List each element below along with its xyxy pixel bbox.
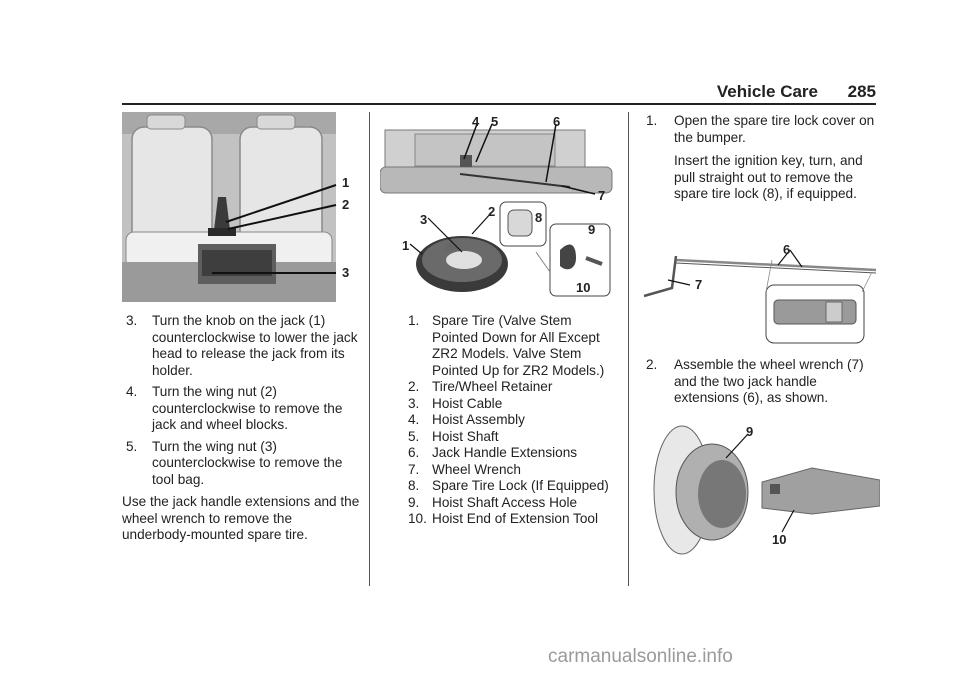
list-item: 7. Wheel Wrench: [408, 461, 521, 477]
callout-5: 5: [491, 114, 499, 129]
steps-list: [122, 313, 362, 488]
column-2-legend: [408, 313, 618, 528]
callout-6: 6: [553, 114, 561, 129]
callout-9: 9: [746, 424, 754, 439]
legend-list: [408, 313, 618, 528]
callout-10: 10: [772, 532, 787, 547]
callout-2: 2: [488, 204, 496, 219]
callout-9: 9: [588, 222, 596, 237]
callout-3: 3: [342, 265, 350, 280]
figure-rear-seat-jack: [122, 112, 358, 304]
header-rule: [122, 103, 876, 105]
callout-4: 4: [472, 114, 480, 129]
callout-3: 3: [420, 212, 428, 227]
watermark: carmanualsonline.info: [548, 646, 733, 667]
page-number: 285: [847, 82, 876, 101]
list-item: 6. Jack Handle Extensions: [408, 445, 578, 460]
list-item: 9. Hoist Shaft Access Hole: [408, 494, 578, 510]
callout-1: 1: [402, 238, 410, 253]
column-divider-right: [628, 112, 629, 586]
column-3-step-2: [646, 357, 878, 407]
step-1-detail: Insert the ignition key, turn, and pull straight out to remove the spare tire lock (8), if equipped.: [674, 153, 863, 201]
section-title: Vehicle Care: [716, 82, 818, 101]
callout-7: 7: [598, 188, 606, 203]
callout-2: 2: [342, 197, 350, 212]
column-1-text: [122, 313, 362, 544]
column-3-step-1: [646, 113, 878, 203]
list-item: 8. Spare Tire Lock (If Equipped): [408, 478, 609, 493]
list-item: 2. Assemble the wheel wrench (7) and the two jack handle extensions (6), as shown.: [646, 357, 864, 405]
callout-10: 10: [576, 280, 591, 295]
list-item: 5. Hoist Shaft: [408, 428, 499, 444]
figure-access-hole-tool-end: [652, 422, 880, 556]
list-item: 4. Hoist Assembly: [408, 412, 525, 427]
callout-1: 1: [342, 175, 350, 190]
list-item: 4. Turn the wing nut (2) counterclockwise to remove the jack and wheel blocks.: [126, 384, 343, 432]
callout-7: 7: [695, 277, 703, 292]
list-item: 10. Hoist End of Extension Tool: [408, 511, 598, 526]
column-divider-left: [369, 112, 370, 586]
list-item: 5. Turn the wing nut (3) counterclockwise to remove the tool bag.: [126, 438, 343, 487]
list-item: 3. Turn the knob on the jack (1) counterclockwise to lower the jack head to release the jack from its holder.: [126, 313, 358, 378]
figure-wrench-extensions: [640, 240, 878, 350]
list-item: 1. Open the spare tire lock cover on the bumper.: [646, 113, 875, 145]
list-item: 2. Tire/Wheel Retainer: [408, 379, 553, 394]
callout-8: 8: [535, 210, 543, 225]
page-header: [122, 80, 876, 104]
instruction-paragraph: Use the jack handle extensions and the wheel wrench to remove the underbody-mounted spare tire.: [122, 494, 360, 542]
list-item: 3. Hoist Cable: [408, 395, 503, 411]
figure-spare-tire-hoist: [380, 112, 620, 304]
callout-6: 6: [783, 242, 791, 257]
list-item: 1. Spare Tire (Valve Stem Pointed Down for All Except ZR2 Models. Valve Stem Pointed Up for ZR2 Models.): [408, 313, 605, 378]
